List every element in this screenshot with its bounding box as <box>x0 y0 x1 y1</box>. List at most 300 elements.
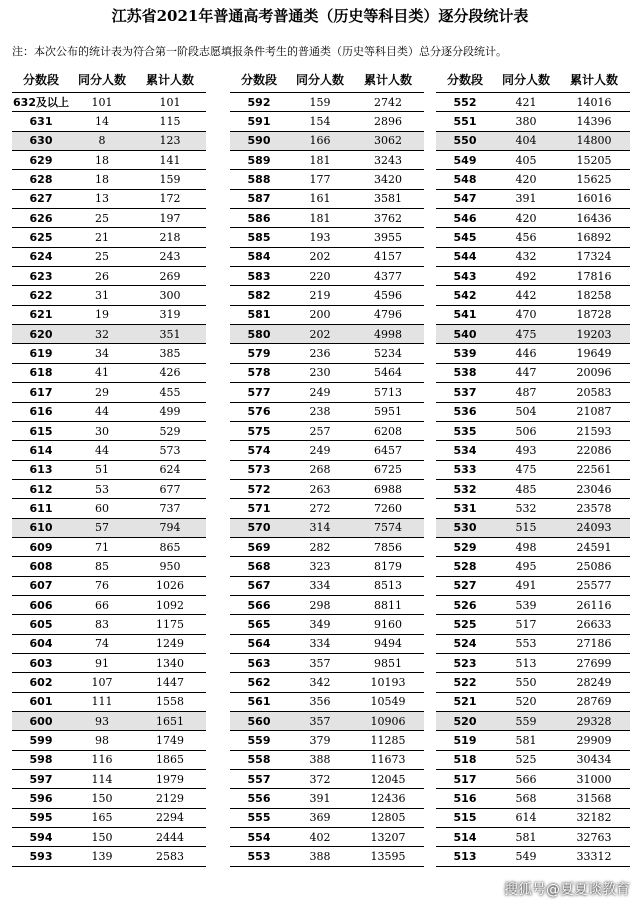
same-count-cell: 18 <box>95 153 109 167</box>
same-count-cell: 249 <box>309 385 331 399</box>
table-row <box>436 248 630 267</box>
same-count-cell: 421 <box>515 95 537 109</box>
table-row <box>436 731 630 750</box>
cumulative-cell: 11673 <box>370 753 406 767</box>
score-cell: 574 <box>247 443 271 457</box>
cumulative-cell: 115 <box>159 115 181 129</box>
score-cell: 545 <box>453 231 477 245</box>
table-row <box>230 267 424 286</box>
score-cell: 521 <box>453 695 477 709</box>
score-cell: 571 <box>247 501 271 515</box>
cumulative-cell: 319 <box>159 308 181 322</box>
same-count-cell: 51 <box>95 463 109 477</box>
same-count-cell: 498 <box>515 540 537 554</box>
score-cell: 547 <box>453 192 477 206</box>
table-row <box>436 712 630 731</box>
cumulative-cell: 123 <box>159 134 181 148</box>
table-row <box>436 577 630 596</box>
cumulative-cell: 3243 <box>374 153 402 167</box>
score-cell: 519 <box>453 734 477 748</box>
cumulative-cell: 2742 <box>374 95 402 109</box>
header-score: 分数段 <box>446 72 483 87</box>
cumulative-cell: 3762 <box>374 211 402 225</box>
score-cell: 567 <box>247 579 271 593</box>
table-row <box>436 770 630 789</box>
cumulative-cell: 4796 <box>374 308 402 322</box>
same-count-cell: 485 <box>515 482 537 496</box>
same-count-cell: 559 <box>515 714 537 728</box>
same-count-cell: 388 <box>309 753 331 767</box>
cumulative-cell: 21087 <box>576 405 612 419</box>
cumulative-cell: 27186 <box>576 637 612 651</box>
cumulative-cell: 31568 <box>576 792 612 806</box>
cumulative-cell: 8811 <box>374 598 402 612</box>
score-cell: 606 <box>29 598 53 612</box>
score-cell: 612 <box>29 482 53 496</box>
score-cell: 609 <box>29 540 53 554</box>
cumulative-cell: 1865 <box>156 753 184 767</box>
score-cell: 589 <box>247 153 271 167</box>
cumulative-cell: 4998 <box>374 327 402 341</box>
cumulative-cell: 1979 <box>156 772 184 786</box>
score-cell: 617 <box>29 385 53 399</box>
same-count-cell: 391 <box>515 192 537 206</box>
table-row <box>230 344 424 363</box>
score-cell: 546 <box>453 211 477 225</box>
table-row <box>230 228 424 247</box>
score-cell: 549 <box>453 153 477 167</box>
same-count-cell: 515 <box>515 521 537 535</box>
same-count-cell: 447 <box>515 366 537 380</box>
score-cell: 576 <box>247 405 271 419</box>
score-cell: 550 <box>453 134 477 148</box>
score-cell: 560 <box>247 714 271 728</box>
table-row <box>436 654 630 673</box>
score-cell: 514 <box>453 830 477 844</box>
score-cell: 540 <box>453 327 477 341</box>
same-count-cell: 432 <box>515 250 537 264</box>
score-cell: 526 <box>453 598 477 612</box>
score-cell: 529 <box>453 540 477 554</box>
score-cell: 594 <box>29 830 53 844</box>
score-cell: 565 <box>247 617 271 631</box>
same-count-cell: 517 <box>515 617 537 631</box>
cumulative-cell: 9160 <box>374 617 402 631</box>
table-row <box>12 228 206 247</box>
score-cell: 557 <box>247 772 271 786</box>
score-cell: 621 <box>29 308 53 322</box>
same-count-cell: 566 <box>515 772 537 786</box>
same-count-cell: 298 <box>309 598 331 612</box>
same-count-cell: 391 <box>309 792 331 806</box>
score-cell: 555 <box>247 811 271 825</box>
score-cell: 524 <box>453 637 477 651</box>
cumulative-cell: 624 <box>159 463 181 477</box>
score-cell: 631 <box>29 115 53 129</box>
cumulative-cell: 677 <box>159 482 181 496</box>
table-row <box>12 306 206 325</box>
same-count-cell: 13 <box>95 192 109 206</box>
score-cell: 552 <box>453 95 477 109</box>
cumulative-cell: 23578 <box>576 501 612 515</box>
cumulative-cell: 351 <box>159 327 181 341</box>
table-header <box>436 66 630 93</box>
table-row <box>230 577 424 596</box>
table-row <box>230 712 424 731</box>
table-row <box>436 751 630 770</box>
table-row <box>436 112 630 131</box>
score-cell: 578 <box>247 366 271 380</box>
table-row <box>230 847 424 866</box>
cumulative-cell: 1447 <box>156 675 184 689</box>
score-cell: 615 <box>29 424 53 438</box>
table-row <box>12 422 206 441</box>
table-row <box>230 461 424 480</box>
table-row <box>436 809 630 828</box>
score-cell: 554 <box>247 830 271 844</box>
table-row <box>12 654 206 673</box>
cumulative-cell: 5234 <box>374 347 402 361</box>
table-row <box>436 693 630 712</box>
table-row <box>436 190 630 209</box>
cumulative-cell: 426 <box>159 366 181 380</box>
same-count-cell: 8 <box>98 134 106 148</box>
table-row <box>230 615 424 634</box>
same-count-cell: 581 <box>515 830 537 844</box>
table-note: 注：本次公布的统计表为符合第一阶段志愿填报条件考生的普通类（历史等科目类）总分逐分段统计。 <box>12 45 507 58</box>
same-count-cell: 388 <box>309 850 331 864</box>
same-count-cell: 166 <box>309 134 331 148</box>
table-row <box>12 190 206 209</box>
score-cell: 611 <box>29 501 53 515</box>
table-row <box>436 519 630 538</box>
table-row <box>436 383 630 402</box>
score-cell: 541 <box>453 308 477 322</box>
same-count-cell: 139 <box>91 850 113 864</box>
table-row <box>436 344 630 363</box>
same-count-cell: 150 <box>91 792 113 806</box>
table-row <box>12 751 206 770</box>
score-cell: 629 <box>29 153 53 167</box>
table-row <box>436 461 630 480</box>
table-row <box>230 731 424 750</box>
score-cell: 551 <box>453 115 477 129</box>
score-cell: 523 <box>453 656 477 670</box>
same-count-cell: 101 <box>91 95 113 109</box>
score-cell: 624 <box>29 250 53 264</box>
cumulative-cell: 18728 <box>576 308 612 322</box>
cumulative-cell: 794 <box>159 521 181 535</box>
table-row <box>12 770 206 789</box>
cumulative-cell: 15205 <box>576 153 612 167</box>
table-row <box>12 519 206 538</box>
cumulative-cell: 12045 <box>370 772 406 786</box>
table-row <box>12 615 206 634</box>
same-count-cell: 493 <box>515 443 537 457</box>
header-same-count: 同分人数 <box>501 72 550 87</box>
same-count-cell: 257 <box>309 424 331 438</box>
table-row <box>436 499 630 518</box>
table-row <box>12 538 206 557</box>
cumulative-cell: 455 <box>159 385 181 399</box>
cumulative-cell: 3062 <box>374 134 402 148</box>
table-row <box>436 538 630 557</box>
score-cell: 542 <box>453 289 477 303</box>
table-row <box>12 344 206 363</box>
score-table-column-1 <box>12 66 206 867</box>
same-count-cell: 98 <box>95 734 109 748</box>
same-count-cell: 532 <box>515 501 537 515</box>
same-count-cell: 553 <box>515 637 537 651</box>
cumulative-cell: 737 <box>159 501 181 515</box>
score-cell: 628 <box>29 173 53 187</box>
cumulative-cell: 5951 <box>374 405 402 419</box>
cumulative-cell: 30434 <box>576 753 612 767</box>
score-cell: 619 <box>29 347 53 361</box>
table-header <box>12 66 206 93</box>
score-cell: 575 <box>247 424 271 438</box>
cumulative-cell: 32182 <box>576 811 612 825</box>
table-row <box>230 248 424 267</box>
score-cell: 579 <box>247 347 271 361</box>
table-row <box>436 480 630 499</box>
cumulative-cell: 7260 <box>374 501 402 515</box>
same-count-cell: 91 <box>95 656 109 670</box>
table-row <box>436 847 630 866</box>
same-count-cell: 249 <box>309 443 331 457</box>
score-cell: 587 <box>247 192 271 206</box>
same-count-cell: 442 <box>515 289 537 303</box>
score-cell: 607 <box>29 579 53 593</box>
table-row <box>12 461 206 480</box>
table-row <box>12 635 206 654</box>
score-cell: 602 <box>29 675 53 689</box>
same-count-cell: 41 <box>95 366 109 380</box>
same-count-cell: 492 <box>515 269 537 283</box>
cumulative-cell: 25086 <box>576 559 612 573</box>
same-count-cell: 263 <box>309 482 331 496</box>
same-count-cell: 230 <box>309 366 331 380</box>
cumulative-cell: 141 <box>159 153 181 167</box>
table-row <box>12 403 206 422</box>
same-count-cell: 193 <box>309 231 331 245</box>
score-cell: 530 <box>453 521 477 535</box>
header-same-count: 同分人数 <box>295 72 344 87</box>
table-row <box>230 519 424 538</box>
cumulative-cell: 10549 <box>370 695 406 709</box>
table-row <box>436 673 630 692</box>
score-cell: 563 <box>247 656 271 670</box>
table-row <box>12 693 206 712</box>
header-score: 分数段 <box>240 72 277 87</box>
table-row <box>12 286 206 305</box>
cumulative-cell: 1749 <box>156 734 184 748</box>
score-cell: 632及以上 <box>13 96 69 110</box>
table-row <box>230 828 424 847</box>
table-row <box>12 809 206 828</box>
same-count-cell: 34 <box>95 347 109 361</box>
table-row <box>230 770 424 789</box>
table-row <box>12 209 206 228</box>
cumulative-cell: 243 <box>159 250 181 264</box>
score-cell: 592 <box>247 95 271 109</box>
score-cell: 618 <box>29 366 53 380</box>
table-row <box>12 151 206 170</box>
score-cell: 627 <box>29 192 53 206</box>
cumulative-cell: 4596 <box>374 289 402 303</box>
same-count-cell: 236 <box>309 347 331 361</box>
score-cell: 614 <box>29 443 53 457</box>
table-row <box>436 170 630 189</box>
same-count-cell: 32 <box>95 327 109 341</box>
same-count-cell: 357 <box>309 656 331 670</box>
cumulative-cell: 2583 <box>156 850 184 864</box>
same-count-cell: 470 <box>515 308 537 322</box>
table-row <box>436 93 630 112</box>
cumulative-cell: 1026 <box>156 579 184 593</box>
score-cell: 622 <box>29 289 53 303</box>
header-cumulative: 累计人数 <box>569 72 618 87</box>
same-count-cell: 181 <box>309 153 331 167</box>
cumulative-cell: 31000 <box>576 772 612 786</box>
same-count-cell: 165 <box>91 811 113 825</box>
same-count-cell: 539 <box>515 598 537 612</box>
watermark: 搜狐号@夏夏谈教育 <box>504 882 630 898</box>
score-cell: 620 <box>29 327 53 341</box>
table-row <box>12 480 206 499</box>
score-cell: 517 <box>453 772 477 786</box>
same-count-cell: 181 <box>309 211 331 225</box>
table-row <box>436 228 630 247</box>
cumulative-cell: 28249 <box>576 675 612 689</box>
cumulative-cell: 3581 <box>374 192 402 206</box>
table-row <box>12 441 206 460</box>
cumulative-cell: 23046 <box>576 482 612 496</box>
score-cell: 558 <box>247 753 271 767</box>
table-row <box>12 170 206 189</box>
same-count-cell: 44 <box>95 405 109 419</box>
table-row <box>12 712 206 731</box>
same-count-cell: 495 <box>515 559 537 573</box>
same-count-cell: 334 <box>309 579 331 593</box>
table-row <box>12 673 206 692</box>
score-cell: 599 <box>29 734 53 748</box>
table-row <box>230 286 424 305</box>
cumulative-cell: 18258 <box>576 289 612 303</box>
score-cell: 553 <box>247 850 271 864</box>
same-count-cell: 14 <box>95 115 109 129</box>
cumulative-cell: 1175 <box>156 617 184 631</box>
cumulative-cell: 16892 <box>576 231 612 245</box>
same-count-cell: 60 <box>95 501 109 515</box>
cumulative-cell: 9494 <box>374 637 402 651</box>
score-cell: 536 <box>453 405 477 419</box>
cumulative-cell: 17324 <box>576 250 612 264</box>
table-row <box>436 828 630 847</box>
same-count-cell: 30 <box>95 424 109 438</box>
table-row <box>12 93 206 112</box>
cumulative-cell: 7574 <box>374 521 402 535</box>
score-cell: 605 <box>29 617 53 631</box>
cumulative-cell: 1249 <box>156 637 184 651</box>
same-count-cell: 446 <box>515 347 537 361</box>
same-count-cell: 29 <box>95 385 109 399</box>
score-cell: 533 <box>453 463 477 477</box>
table-rows <box>436 93 630 867</box>
cumulative-cell: 15625 <box>576 173 612 187</box>
same-count-cell: 268 <box>309 463 331 477</box>
cumulative-cell: 300 <box>159 289 181 303</box>
table-row <box>230 441 424 460</box>
table-row <box>230 364 424 383</box>
score-cell: 623 <box>29 269 53 283</box>
cumulative-cell: 3955 <box>374 231 402 245</box>
score-cell: 580 <box>247 327 271 341</box>
score-cell: 616 <box>29 405 53 419</box>
score-cell: 600 <box>29 714 53 728</box>
same-count-cell: 380 <box>515 115 537 129</box>
same-count-cell: 116 <box>91 753 113 767</box>
same-count-cell: 506 <box>515 424 537 438</box>
cumulative-cell: 9851 <box>374 656 402 670</box>
cumulative-cell: 19649 <box>576 347 612 361</box>
same-count-cell: 402 <box>309 830 331 844</box>
score-cell: 585 <box>247 231 271 245</box>
cumulative-cell: 17816 <box>576 269 612 283</box>
cumulative-cell: 24093 <box>576 521 612 535</box>
table-row <box>230 306 424 325</box>
score-cell: 588 <box>247 173 271 187</box>
cumulative-cell: 2294 <box>156 811 184 825</box>
score-cell: 610 <box>29 521 53 535</box>
cumulative-cell: 5464 <box>374 366 402 380</box>
table-row <box>230 422 424 441</box>
score-cell: 561 <box>247 695 271 709</box>
same-count-cell: 513 <box>515 656 537 670</box>
table-row <box>230 654 424 673</box>
cumulative-cell: 12805 <box>370 811 406 825</box>
same-count-cell: 26 <box>95 269 109 283</box>
same-count-cell: 323 <box>309 559 331 573</box>
cumulative-cell: 6988 <box>374 482 402 496</box>
table-row <box>436 267 630 286</box>
same-count-cell: 93 <box>95 714 109 728</box>
cumulative-cell: 14396 <box>576 115 612 129</box>
header-cumulative: 累计人数 <box>145 72 194 87</box>
cumulative-cell: 101 <box>159 95 181 109</box>
cumulative-cell: 16016 <box>576 192 612 206</box>
table-row <box>12 789 206 808</box>
score-cell: 625 <box>29 231 53 245</box>
score-cell: 582 <box>247 289 271 303</box>
table-row <box>230 151 424 170</box>
score-cell: 581 <box>247 308 271 322</box>
score-cell: 539 <box>453 347 477 361</box>
score-cell: 513 <box>453 850 477 864</box>
table-row <box>436 286 630 305</box>
table-row <box>436 209 630 228</box>
same-count-cell: 357 <box>309 714 331 728</box>
cumulative-cell: 573 <box>159 443 181 457</box>
cumulative-cell: 4377 <box>374 269 402 283</box>
table-row <box>230 751 424 770</box>
cumulative-cell: 197 <box>159 211 181 225</box>
cumulative-cell: 8513 <box>374 579 402 593</box>
table-row <box>230 809 424 828</box>
score-cell: 598 <box>29 753 53 767</box>
same-count-cell: 74 <box>95 637 109 651</box>
score-cell: 566 <box>247 598 271 612</box>
